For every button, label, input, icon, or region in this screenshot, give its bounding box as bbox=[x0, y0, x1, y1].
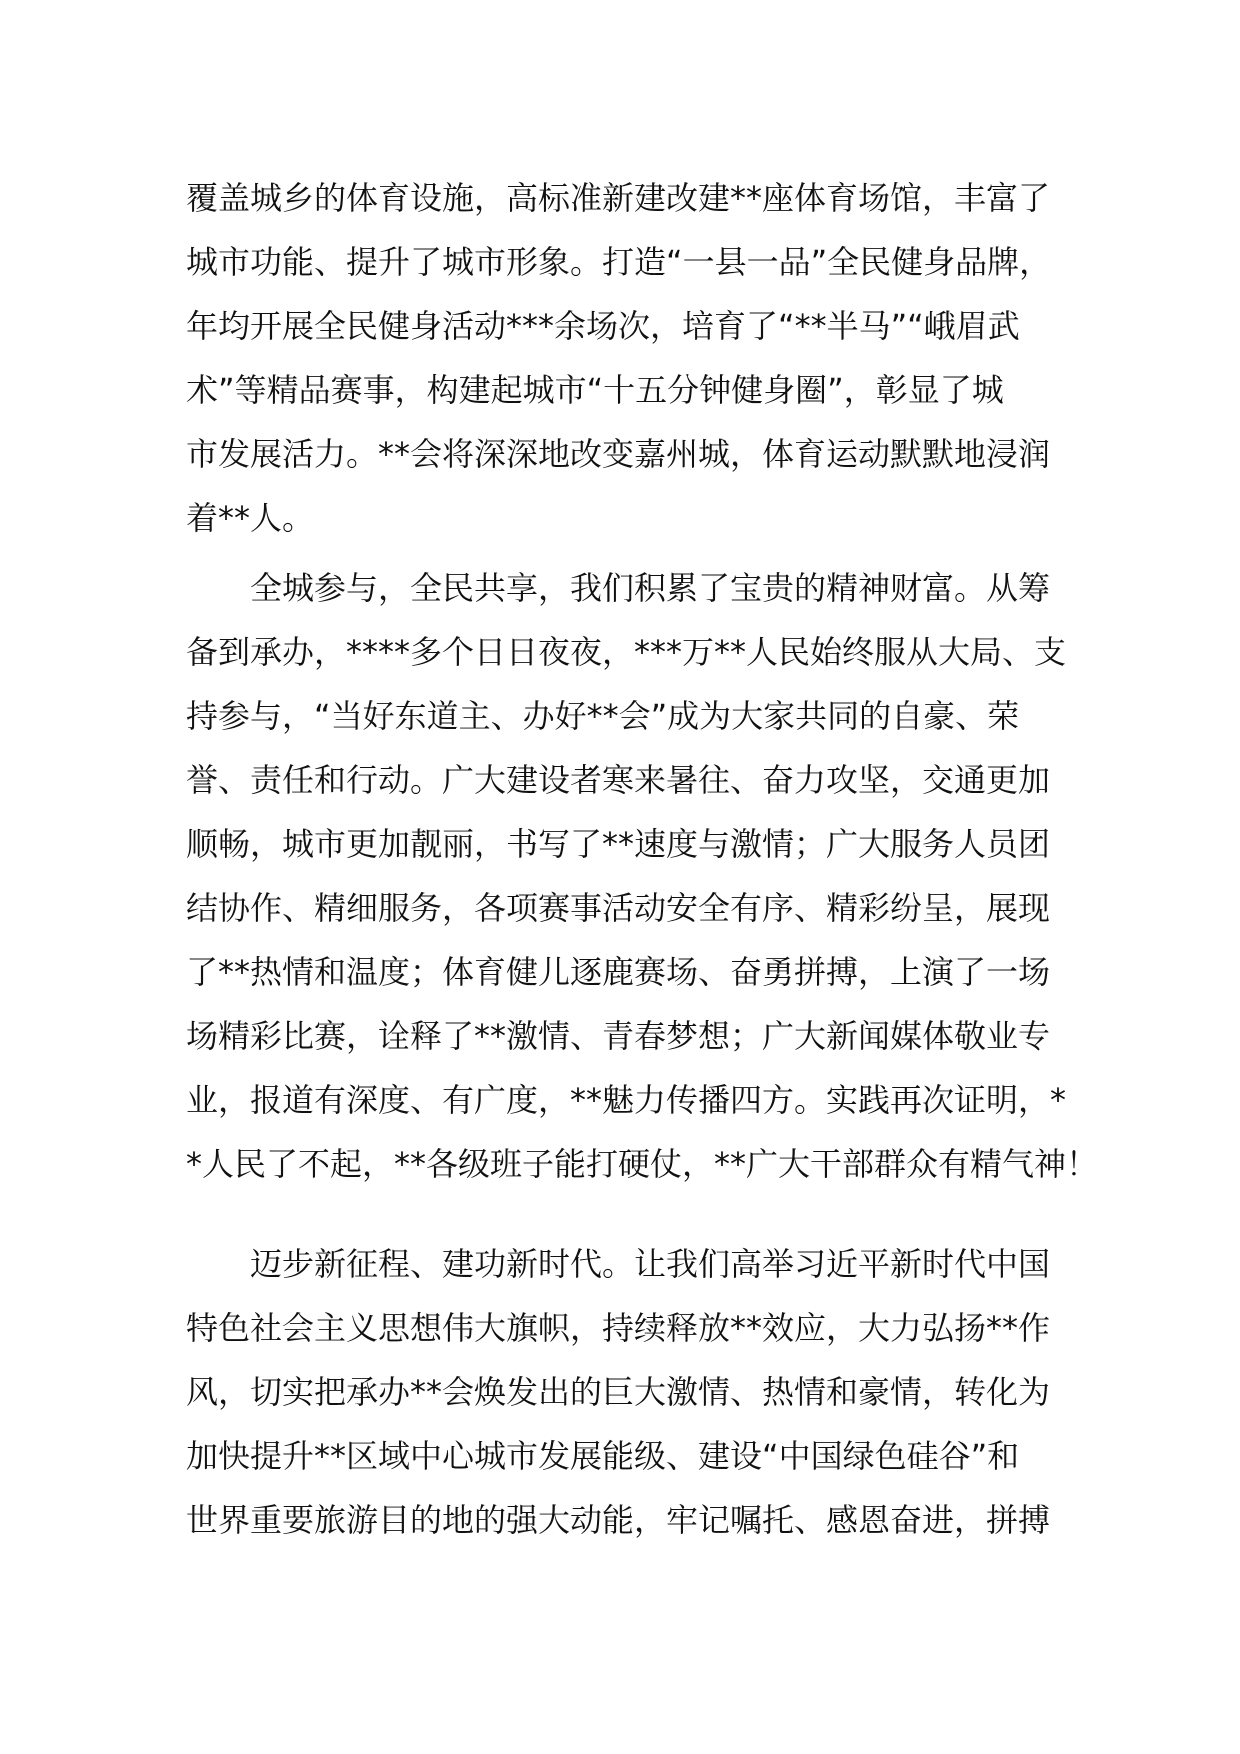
paragraph-line: 迈步新征程、建功新时代。让我们高举习近平新时代中国 bbox=[186, 1245, 1051, 1283]
paragraph-line: 了**热情和温度；体育健儿逐鹿赛场、奋勇拼搏，上演了一场 bbox=[186, 953, 1051, 991]
paragraph-line: 备到承办，****多个日日夜夜，***万**人民始终服从大局、支 bbox=[186, 633, 1067, 671]
paragraph-3 bbox=[186, 1232, 1086, 1552]
paragraph-line: 特色社会主义思想伟大旗帜，持续释放**效应，大力弘扬**作 bbox=[186, 1309, 1051, 1347]
paragraph-1 bbox=[186, 166, 1086, 550]
paragraph-line: 全城参与，全民共享，我们积累了宝贵的精神财富。从筹 bbox=[186, 569, 1051, 607]
paragraph-line: 着**人。 bbox=[186, 499, 315, 537]
paragraph-line: 城市功能、提升了城市形象。打造“一县一品”全民健身品牌， bbox=[186, 243, 1052, 281]
paragraph-line: 风，切实把承办**会焕发出的巨大激情、热情和豪情，转化为 bbox=[186, 1373, 1051, 1411]
paragraph-line: 术”等精品赛事，构建起城市“十五分钟健身圈”，彰显了城 bbox=[186, 371, 1004, 409]
paragraph-line: 顺畅，城市更加靓丽，书写了**速度与激情；广大服务人员团 bbox=[186, 825, 1051, 863]
paragraph-line: 加快提升**区域中心城市发展能级、建设“中国绿色硅谷”和 bbox=[186, 1437, 1020, 1475]
paragraph-line: 誉、责任和行动。广大建设者寒来暑往、奋力攻坚，交通更加 bbox=[186, 761, 1051, 799]
paragraph-line: *人民了不起，**各级班子能打硬仗，**广大干部群众有精气神！ bbox=[186, 1145, 1099, 1183]
paragraph-2 bbox=[186, 556, 1099, 1196]
paragraph-line: 年均开展全民健身活动***余场次，培育了“**半马”“峨眉武 bbox=[186, 307, 1020, 345]
paragraph-line: 场精彩比赛，诠释了**激情、青春梦想；广大新闻媒体敬业专 bbox=[186, 1017, 1051, 1055]
paragraph-line: 持参与，“当好东道主、办好**会”成为大家共同的自豪、荣 bbox=[186, 697, 1020, 735]
paragraph-line: 覆盖城乡的体育设施，高标准新建改建**座体育场馆，丰富了 bbox=[186, 179, 1051, 217]
paragraph-line: 市发展活力。**会将深深地改变嘉州城，体育运动默默地浸润 bbox=[186, 435, 1051, 473]
paragraph-line: 结协作、精细服务，各项赛事活动安全有序、精彩纷呈，展现 bbox=[186, 889, 1051, 927]
paragraph-line: 世界重要旅游目的地的强大动能，牢记嘱托、感恩奋进，拼搏 bbox=[186, 1501, 1051, 1539]
paragraph-line: 业，报道有深度、有广度，**魅力传播四方。实践再次证明，* bbox=[186, 1081, 1067, 1119]
